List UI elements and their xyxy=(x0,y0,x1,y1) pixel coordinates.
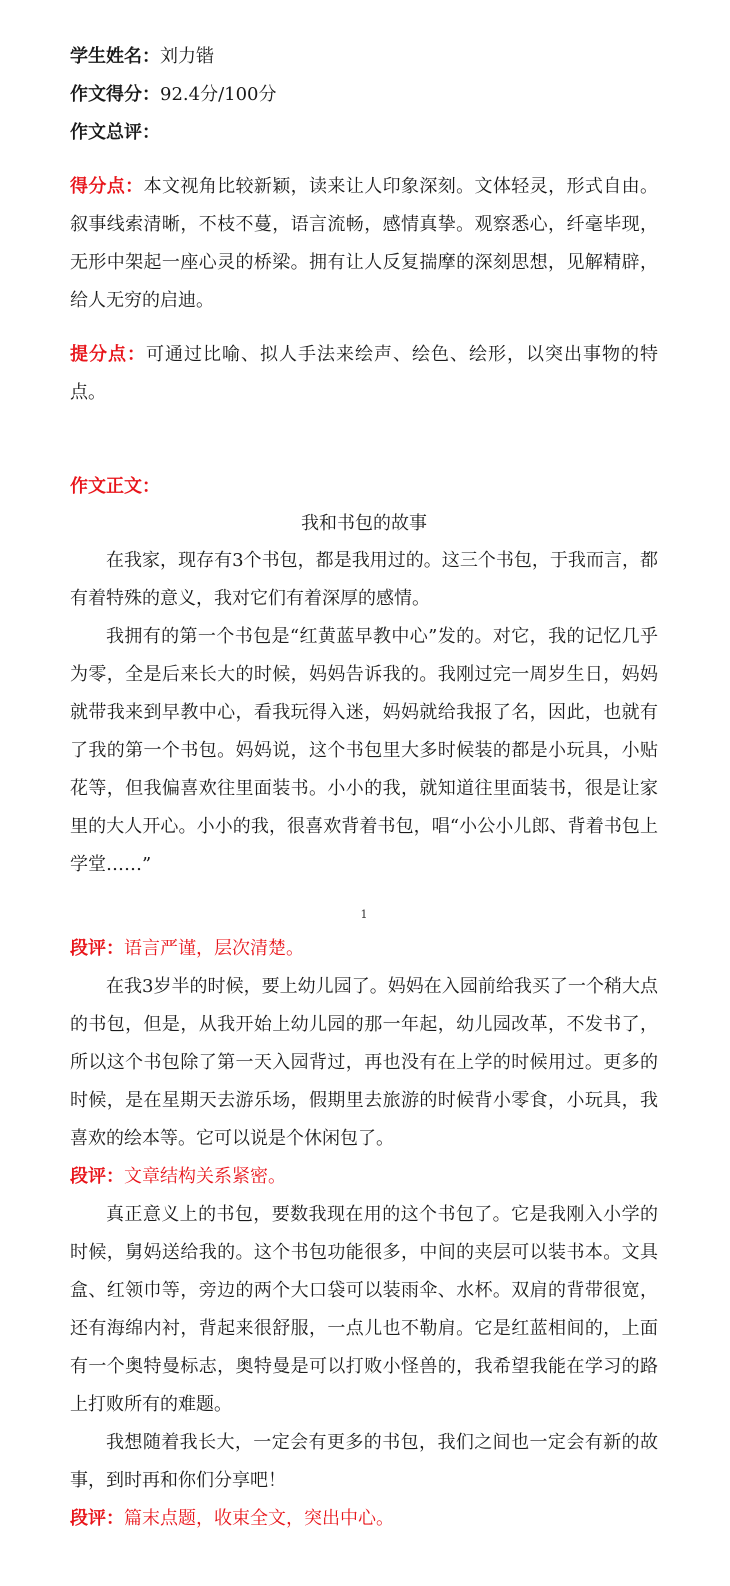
comment-text: 篇末点题，收束全文，突出中心。 xyxy=(124,1508,394,1529)
comment-label: 段评： xyxy=(70,938,124,959)
comment-label: 段评： xyxy=(70,1166,124,1187)
comment-label: 段评： xyxy=(70,1508,124,1529)
improvements-section xyxy=(70,336,658,412)
paragraph-comment xyxy=(70,1500,658,1538)
paragraph-comment xyxy=(70,930,658,968)
essay-title: 我和书包的故事 xyxy=(301,513,427,534)
overall-review-label: 作文总评： xyxy=(70,122,160,143)
overall-review-line xyxy=(70,114,658,152)
page-number: 1 xyxy=(360,908,368,921)
student-name-label: 学生姓名： xyxy=(70,46,160,67)
essay-paragraph: 我拥有的第一个书包是“红黄蓝早教中心”发的。对它，我的记忆几乎为零，全是后来长大的时候，妈妈告诉我的。我刚过完一周岁生日，妈妈就带我来到早教中心，看我玩得入迷，妈妈就给我报了名，因此，也就有了我的第一个书包。妈妈说，这个书包里大多时候装的都是小玩具，小贴花等，但我偏喜欢往里面装书。小小的我，就知道往里面装书，很是让家里的大人开心。小小的我，很喜欢背着书包，唱“小公小儿郎、背着书包上学堂……” xyxy=(70,626,658,875)
essay-paragraph: 我想随着我长大，一定会有更多的书包，我们之间也一定会有新的故事，到时再和你们分享吧！ xyxy=(70,1432,658,1491)
score-line xyxy=(70,76,658,114)
essay-section-heading xyxy=(70,468,658,506)
student-name-value: 刘力锴 xyxy=(160,46,214,67)
paragraph-comment xyxy=(70,1158,658,1196)
strengths-label: 得分点： xyxy=(70,176,144,197)
improvements-text: 可通过比喻、拟人手法来绘声、绘色、绘形，以突出事物的特点。 xyxy=(70,344,658,403)
student-name-line xyxy=(70,38,658,76)
comment-text: 文章结构关系紧密。 xyxy=(124,1166,286,1187)
review-document xyxy=(70,38,658,1538)
essay-label: 作文正文： xyxy=(70,476,160,497)
score-value: 92.4分/100分 xyxy=(160,84,277,105)
essay-paragraph: 在我3岁半的时候，要上幼儿园了。妈妈在入园前给我买了一个稍大点的书包，但是，从我开始上幼儿园的那一年起，幼儿园改革，不发书了，所以这个书包除了第一天入园背过，再也没有在上学的时候用过。更多的时候，是在星期天去游乐场，假期里去旅游的时候背小零食，小玩具，我喜欢的绘本等。它可以说是个休闲包了。 xyxy=(70,976,658,1149)
strengths-text: 本文视角比较新颖，读来让人印象深刻。文体轻灵，形式自由。叙事线索清晰，不枝不蔓，语言流畅，感情真挚。观察悉心，纤毫毕现，无形中架起一座心灵的桥梁。拥有让人反复揣摩的深刻思想，见解精辟，给人无穷的启迪。 xyxy=(70,176,659,311)
essay-paragraph: 在我家，现存有3个书包，都是我用过的。这三个书包，于我而言，都有着特殊的意义，我对它们有着深厚的感情。 xyxy=(70,550,658,609)
improvements-label: 提分点： xyxy=(70,344,146,365)
strengths-section xyxy=(70,168,658,320)
essay-paragraph: 真正意义上的书包，要数我现在用的这个书包了。它是我刚入小学的时候，舅妈送给我的。这个书包功能很多，中间的夹层可以装书本。文具盒、红领巾等，旁边的两个大口袋可以装雨伞、水杯。双肩的背带很宽，还有海绵内衬，背起来很舒服，一点儿也不勒肩。它是红蓝相间的，上面有一个奥特曼标志，奥特曼是可以打败小怪兽的，我希望我能在学习的路上打败所有的难题。 xyxy=(70,1204,658,1415)
comment-text: 语言严谨，层次清楚。 xyxy=(124,938,304,959)
score-label: 作文得分： xyxy=(70,84,160,105)
